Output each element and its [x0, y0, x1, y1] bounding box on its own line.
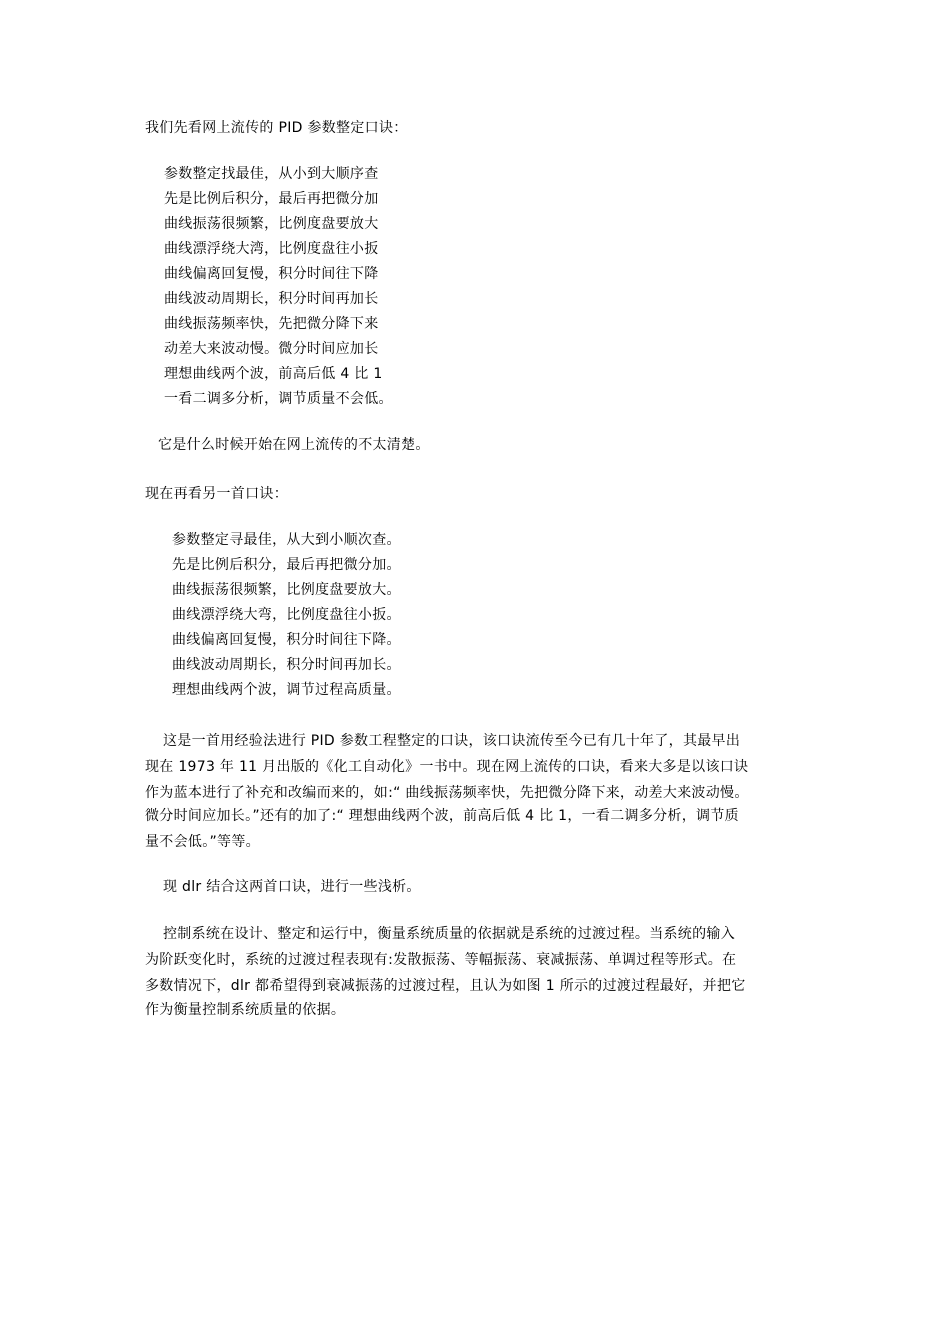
intro-line: 我们先看网上流传的 PID 参数整定口诀：: [145, 120, 408, 136]
paragraph-line: 量不会低。”等等。: [145, 834, 260, 850]
poem-1-line: 曲线振荡频率快，先把微分降下来: [164, 316, 379, 332]
poem-2-line: 曲线偏离回复慢，积分时间往下降。: [172, 632, 401, 648]
poem-1-line: 先是比例后积分，最后再把微分加: [164, 191, 379, 207]
poem-1-line: 理想曲线两个波，前高后低 4 比 1: [164, 366, 383, 382]
poem-2-line: 曲线波动周期长，积分时间再加长。: [172, 657, 401, 673]
poem-1-line: 参数整定找最佳，从小到大顺序查: [164, 166, 379, 182]
poem-2-line: 曲线振荡很频繁，比例度盘要放大。: [172, 582, 401, 598]
paragraph-line: 作为蓝本进行了补充和改编而来的，如:“ 曲线振荡频率快，先把微分降下来，动差大来波动慢。: [145, 785, 749, 801]
paragraph-line: 现在 1973 年 11 月出版的《化工自动化》一书中。现在网上流传的口诀，看来大多是以该口诀: [145, 759, 749, 775]
poem-1-line: 曲线偏离回复慢，积分时间往下降: [164, 266, 379, 282]
poem-2-line: 理想曲线两个波，调节过程高质量。: [172, 682, 401, 698]
poem-2-line: 曲线漂浮绕大弯，比例度盘往小扳。: [172, 607, 401, 623]
poem-1-line: 曲线漂浮绕大湾，比例度盘往小扳: [164, 241, 379, 257]
poem-2-line: 先是比例后积分，最后再把微分加。: [172, 557, 401, 573]
paragraph-line: 多数情况下，dlr 都希望得到衰减振荡的过渡过程，且认为如图 1 所示的过渡过程最好，并把它: [145, 978, 746, 994]
poem-2-line: 参数整定寻最佳，从大到小顺次查。: [172, 532, 401, 548]
poem-1-line: 动差大来波动慢。微分时间应加长: [164, 341, 379, 357]
paragraph-line: 为阶跃变化时，系统的过渡过程表现有:发散振荡、等幅振荡、衰减振荡、单调过程等形式。在: [145, 952, 737, 968]
intro-line: 现在再看另一首口诀：: [145, 486, 288, 502]
paragraph-line: 这是一首用经验法进行 PID 参数工程整定的口诀，该口诀流传至今已有几十年了，其最早出: [163, 733, 741, 749]
poem-1-line: 曲线振荡很频繁，比例度盘要放大: [164, 216, 379, 232]
paragraph-line: 微分时间应加长。”还有的加了:“ 理想曲线两个波，前高后低 4 比 1，一看二调多分析，调节质: [145, 808, 739, 824]
note-line: 它是什么时候开始在网上流传的不太清楚。: [158, 437, 430, 453]
poem-1-line: 一看二调多分析，调节质量不会低。: [164, 391, 393, 407]
poem-1-line: 曲线波动周期长，积分时间再加长: [164, 291, 379, 307]
paragraph-line: 作为衡量控制系统质量的依据。: [145, 1002, 346, 1018]
paragraph-line: 控制系统在设计、整定和运行中，衡量系统质量的依据就是系统的过渡过程。当系统的输入: [163, 926, 735, 942]
paragraph-2: 现 dlr 结合这两首口诀，进行一些浅析。: [163, 879, 421, 895]
